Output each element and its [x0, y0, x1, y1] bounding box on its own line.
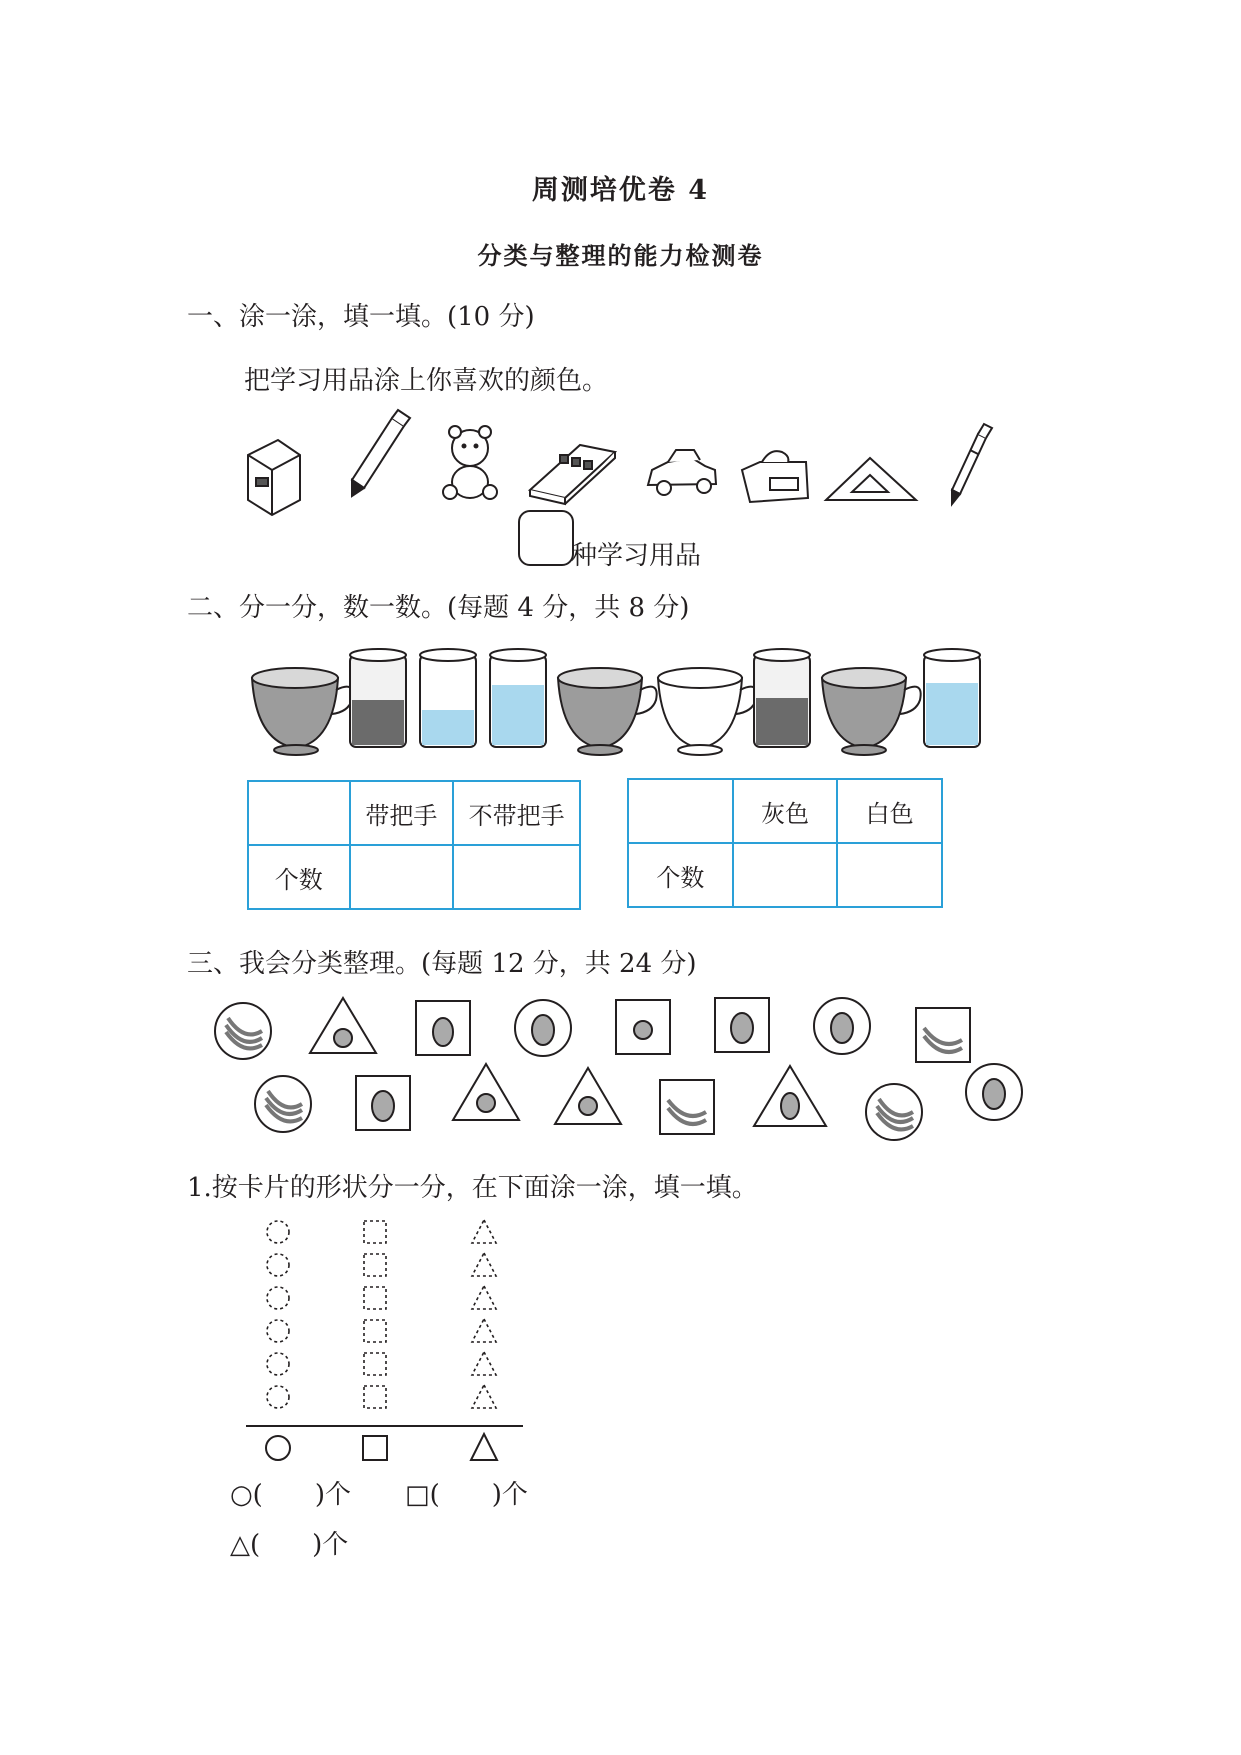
glass-blue-liquid: [490, 649, 546, 747]
answer-cell[interactable]: [733, 843, 838, 907]
answer-circle-count[interactable]: ○( )个: [230, 1480, 351, 1510]
circle-card-banana: [215, 1003, 271, 1059]
section3-heading: 三、我会分类整理。(每题 12 分，共 24 分): [187, 949, 697, 979]
answer-square-count[interactable]: □( )个: [405, 1480, 528, 1510]
dashed-circle-slot[interactable]: [267, 1254, 289, 1276]
table-header-gray: 灰色: [733, 779, 838, 843]
glass-dark-liquid: [754, 649, 810, 747]
answer-box[interactable]: [518, 510, 574, 566]
gray-cup-with-handle: [822, 668, 921, 755]
triangle-card-apple: [310, 998, 376, 1053]
dashed-square-slot[interactable]: [364, 1386, 386, 1408]
square-card-pear: [715, 998, 769, 1052]
dashed-square-slot[interactable]: [364, 1221, 386, 1243]
color-count-table: [627, 778, 943, 908]
dashed-circle-slot[interactable]: [267, 1353, 289, 1375]
gray-cup-with-handle: [252, 668, 353, 755]
set-square-icon: [826, 458, 916, 500]
page-subtitle: 分类与整理的能力检测卷: [477, 241, 764, 270]
triangle-card-pear: [754, 1066, 826, 1126]
glass-blue-liquid: [924, 649, 980, 747]
dashed-square-slot[interactable]: [364, 1287, 386, 1309]
answer-cell[interactable]: [350, 845, 454, 909]
circle-card-banana: [255, 1076, 311, 1132]
dashed-square-slot[interactable]: [364, 1320, 386, 1342]
answer-triangle-count[interactable]: △( )个: [230, 1530, 349, 1560]
table-header-without-handle: 不带把手: [453, 781, 580, 845]
glass-blue-liquid: [420, 649, 476, 747]
table-header-with-handle: 带把手: [350, 781, 454, 845]
table-row-label: 个数: [248, 845, 350, 909]
pencil-icon: [352, 410, 410, 496]
handle-count-table: [247, 780, 581, 910]
square-axis-label: [363, 1436, 387, 1460]
section2-heading: 二、分一分，数一数。(每题 4 分，共 8 分): [187, 593, 690, 623]
section1-instruction: 把学习用品涂上你喜欢的颜色。: [244, 366, 609, 396]
answer-cell[interactable]: [837, 843, 942, 907]
dashed-circle-slot[interactable]: [267, 1320, 289, 1342]
book-icon: [530, 445, 615, 504]
task1-instruction: 1.按卡片的形状分一分，在下面涂一涂，填一填。: [187, 1173, 758, 1203]
dashed-circle-slot[interactable]: [267, 1287, 289, 1309]
pictograph: [267, 1220, 496, 1408]
circle-card-pear: [515, 1000, 571, 1056]
fountain-pen-icon: [952, 424, 992, 504]
answer-cell[interactable]: [453, 845, 580, 909]
glass-dark-liquid: [350, 649, 406, 747]
triangle-axis-label: [471, 1434, 497, 1460]
circle-card-pear: [966, 1064, 1022, 1120]
sharpener-icon: [248, 440, 300, 515]
dashed-square-slot[interactable]: [364, 1353, 386, 1375]
toy-car-icon: [648, 450, 716, 495]
dashed-triangle-slot[interactable]: [472, 1286, 496, 1309]
circle-card-banana: [866, 1084, 922, 1140]
dashed-square-slot[interactable]: [364, 1254, 386, 1276]
square-card-apple: [616, 1000, 670, 1054]
square-card-banana: [660, 1080, 714, 1134]
square-card-pear: [356, 1076, 410, 1130]
circle-axis-label: [266, 1436, 290, 1460]
dashed-triangle-slot[interactable]: [472, 1385, 496, 1408]
page-title: 周测培优卷 4: [531, 175, 710, 206]
circle-card-pear: [814, 998, 870, 1054]
dashed-circle-slot[interactable]: [267, 1386, 289, 1408]
table-header-white: 白色: [837, 779, 942, 843]
dashed-triangle-slot[interactable]: [472, 1220, 496, 1243]
square-card-pear: [416, 1001, 470, 1055]
dashed-triangle-slot[interactable]: [472, 1352, 496, 1375]
teddy-bear-icon: [443, 426, 497, 499]
table-corner-cell: [248, 781, 350, 845]
table-corner-cell: [628, 779, 733, 843]
gray-cup-with-handle: [558, 668, 657, 755]
section1-heading: 一、涂一涂，填一填。(10 分): [187, 302, 535, 332]
table-row-label: 个数: [628, 843, 733, 907]
dashed-circle-slot[interactable]: [267, 1221, 289, 1243]
white-cup-with-handle: [658, 668, 757, 755]
answer-suffix: 种学习用品: [571, 541, 702, 571]
dashed-triangle-slot[interactable]: [472, 1319, 496, 1342]
square-card-banana: [916, 1008, 970, 1062]
schoolbag-icon: [742, 451, 808, 502]
triangle-card-apple: [555, 1068, 621, 1124]
dashed-triangle-slot[interactable]: [472, 1253, 496, 1276]
triangle-card-apple: [453, 1064, 519, 1120]
